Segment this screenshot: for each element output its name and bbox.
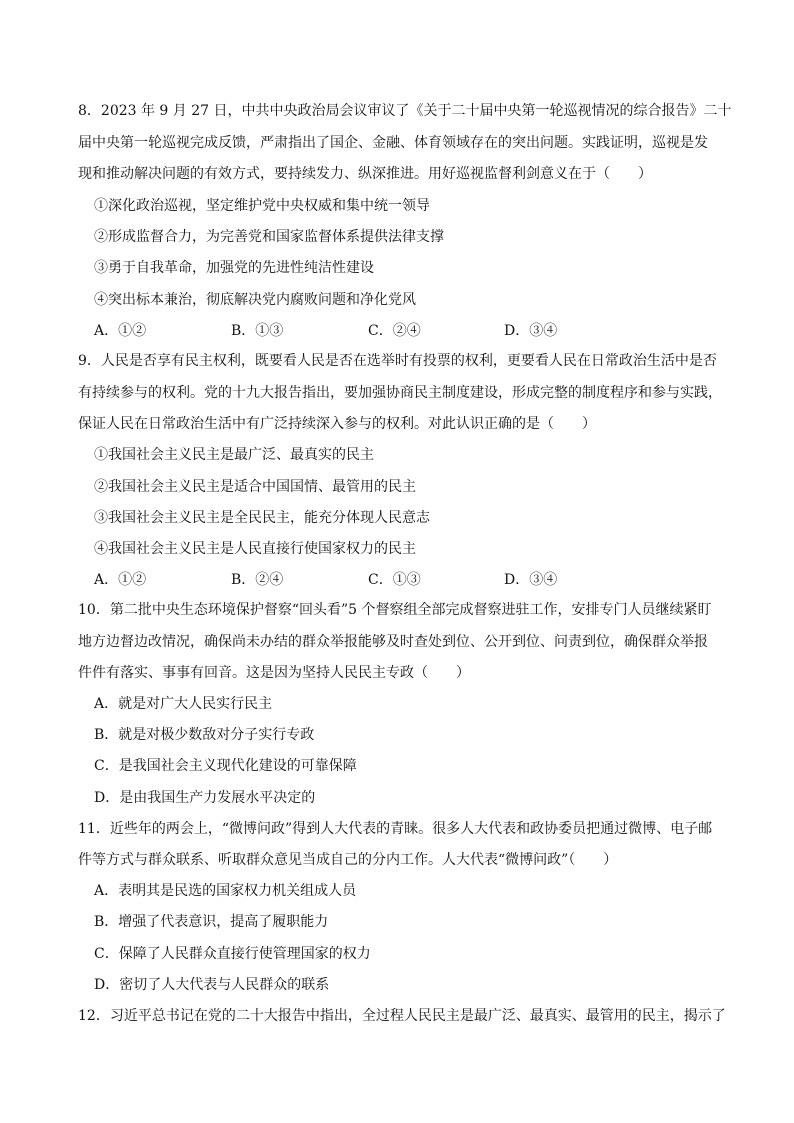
question-9-item-4: ④我国社会主义民主是人民直接行使国家权力的民主 [94, 541, 416, 557]
choice-a[interactable]: A．①② [94, 323, 147, 339]
choice-d[interactable]: D．③④ [504, 572, 558, 588]
question-12-stem-line-1: 12．习近平总书记在党的二十大报告中指出，全过程人民民主是最广泛、最真实、最管用的民主，揭示了 [78, 1008, 726, 1024]
question-10-option-c[interactable]: C．是我国社会主义现代化建设的可靠保障 [94, 758, 357, 774]
choice-c[interactable]: C．②④ [368, 323, 421, 339]
choice-b[interactable]: B．①③ [231, 323, 284, 339]
question-11-stem-line-1: 11．近些年的两会上，“微博问政”得到人大代表的青睐。很多人大代表和政协委员把通过微博、电子邮 [78, 821, 713, 837]
question-9-item-1: ①我国社会主义民主是最广泛、最真实的民主 [94, 447, 374, 463]
question-11-option-d[interactable]: D．密切了人大代表与人民群众的联系 [94, 977, 330, 993]
question-10-option-b[interactable]: B．就是对极少数敌对分子实行专政 [94, 727, 315, 743]
question-9-stem-line-1: 9．人民是否享有民主权利，既要看人民是否在选举时有投票的权利，更要看人民在日常政治生活中是否 [78, 353, 717, 369]
choice-b[interactable]: B．②④ [231, 572, 284, 588]
question-8-stem-line-2: 届中央第一轮巡视完成反馈，严肃指出了国企、金融、体育领域存在的突出问题。实践证明，巡视是发 [78, 135, 708, 151]
choice-a[interactable]: A．①② [94, 572, 147, 588]
question-10-stem-line-3: 件件有落实、事事有回音。这是因为坚持人民民主专政（ ） [78, 665, 470, 681]
question-8-item-2: ②形成监督合力，为完善党和国家监督体系提供法律支撑 [94, 229, 444, 245]
question-9-stem-line-3: 保证人民在日常政治生活中有广泛持续深入参与的权利。对此认识正确的是（ ） [78, 416, 596, 432]
question-10-option-a[interactable]: A．就是对广大人民实行民主 [94, 696, 273, 712]
choice-d[interactable]: D．③④ [504, 323, 558, 339]
question-10-stem-line-2: 地方边督边改情况，确保尚未办结的群众举报能够及时查处到位、公开到位、问责到位，确保群众举报 [78, 634, 708, 650]
question-8-stem-line-3: 现和推动解决问题的有效方式，要持续发力、纵深推进。用好巡视监督利剑意义在于（ ） [78, 166, 652, 182]
question-8-stem-line-1: 8．2023 年 9 月 27 日，中共中央政治局会议审议了《关于二十届中央第一轮巡视情况的综合报告》二十 [78, 103, 732, 119]
question-10-option-d[interactable]: D．是由我国生产力发展水平决定的 [94, 790, 316, 806]
question-8-item-4: ④突出标本兼治，彻底解决党内腐败问题和净化党风 [94, 292, 416, 308]
question-9-choices [94, 570, 654, 590]
question-11-option-a[interactable]: A．表明其是民选的国家权力机关组成人员 [94, 883, 357, 899]
choice-c[interactable]: C．①③ [368, 572, 421, 588]
question-11-option-c[interactable]: C．保障了人民群众直接行使管理国家的权力 [94, 946, 371, 962]
question-10-stem-line-1: 10．第二批中央生态环境保护督察“回头看”5 个督察组全部完成督察进驻工作，安排专门人员继续紧盯 [78, 602, 712, 618]
question-11-option-b[interactable]: B．增强了代表意识，提高了履职能力 [94, 914, 329, 930]
question-8-item-3: ③勇于自我革命，加强党的先进性纯洁性建设 [94, 260, 374, 276]
question-9-item-3: ③我国社会主义民主是全民民主，能充分体现人民意志 [94, 510, 430, 526]
question-9-stem-line-2: 有持续参与的权利。党的十九大报告指出，要加强协商民主制度建设，形成完整的制度程序和参与实践， [78, 385, 722, 401]
question-11-stem-line-2: 件等方式与群众联系、听取群众意见当成自己的分内工作。人大代表“微博问政”（ ） [78, 852, 618, 868]
question-9-item-2: ②我国社会主义民主是适合中国国情、最管用的民主 [94, 479, 416, 495]
question-8-choices [94, 321, 654, 341]
question-8-item-1: ①深化政治巡视，坚定维护党中央权威和集中统一领导 [94, 198, 430, 214]
